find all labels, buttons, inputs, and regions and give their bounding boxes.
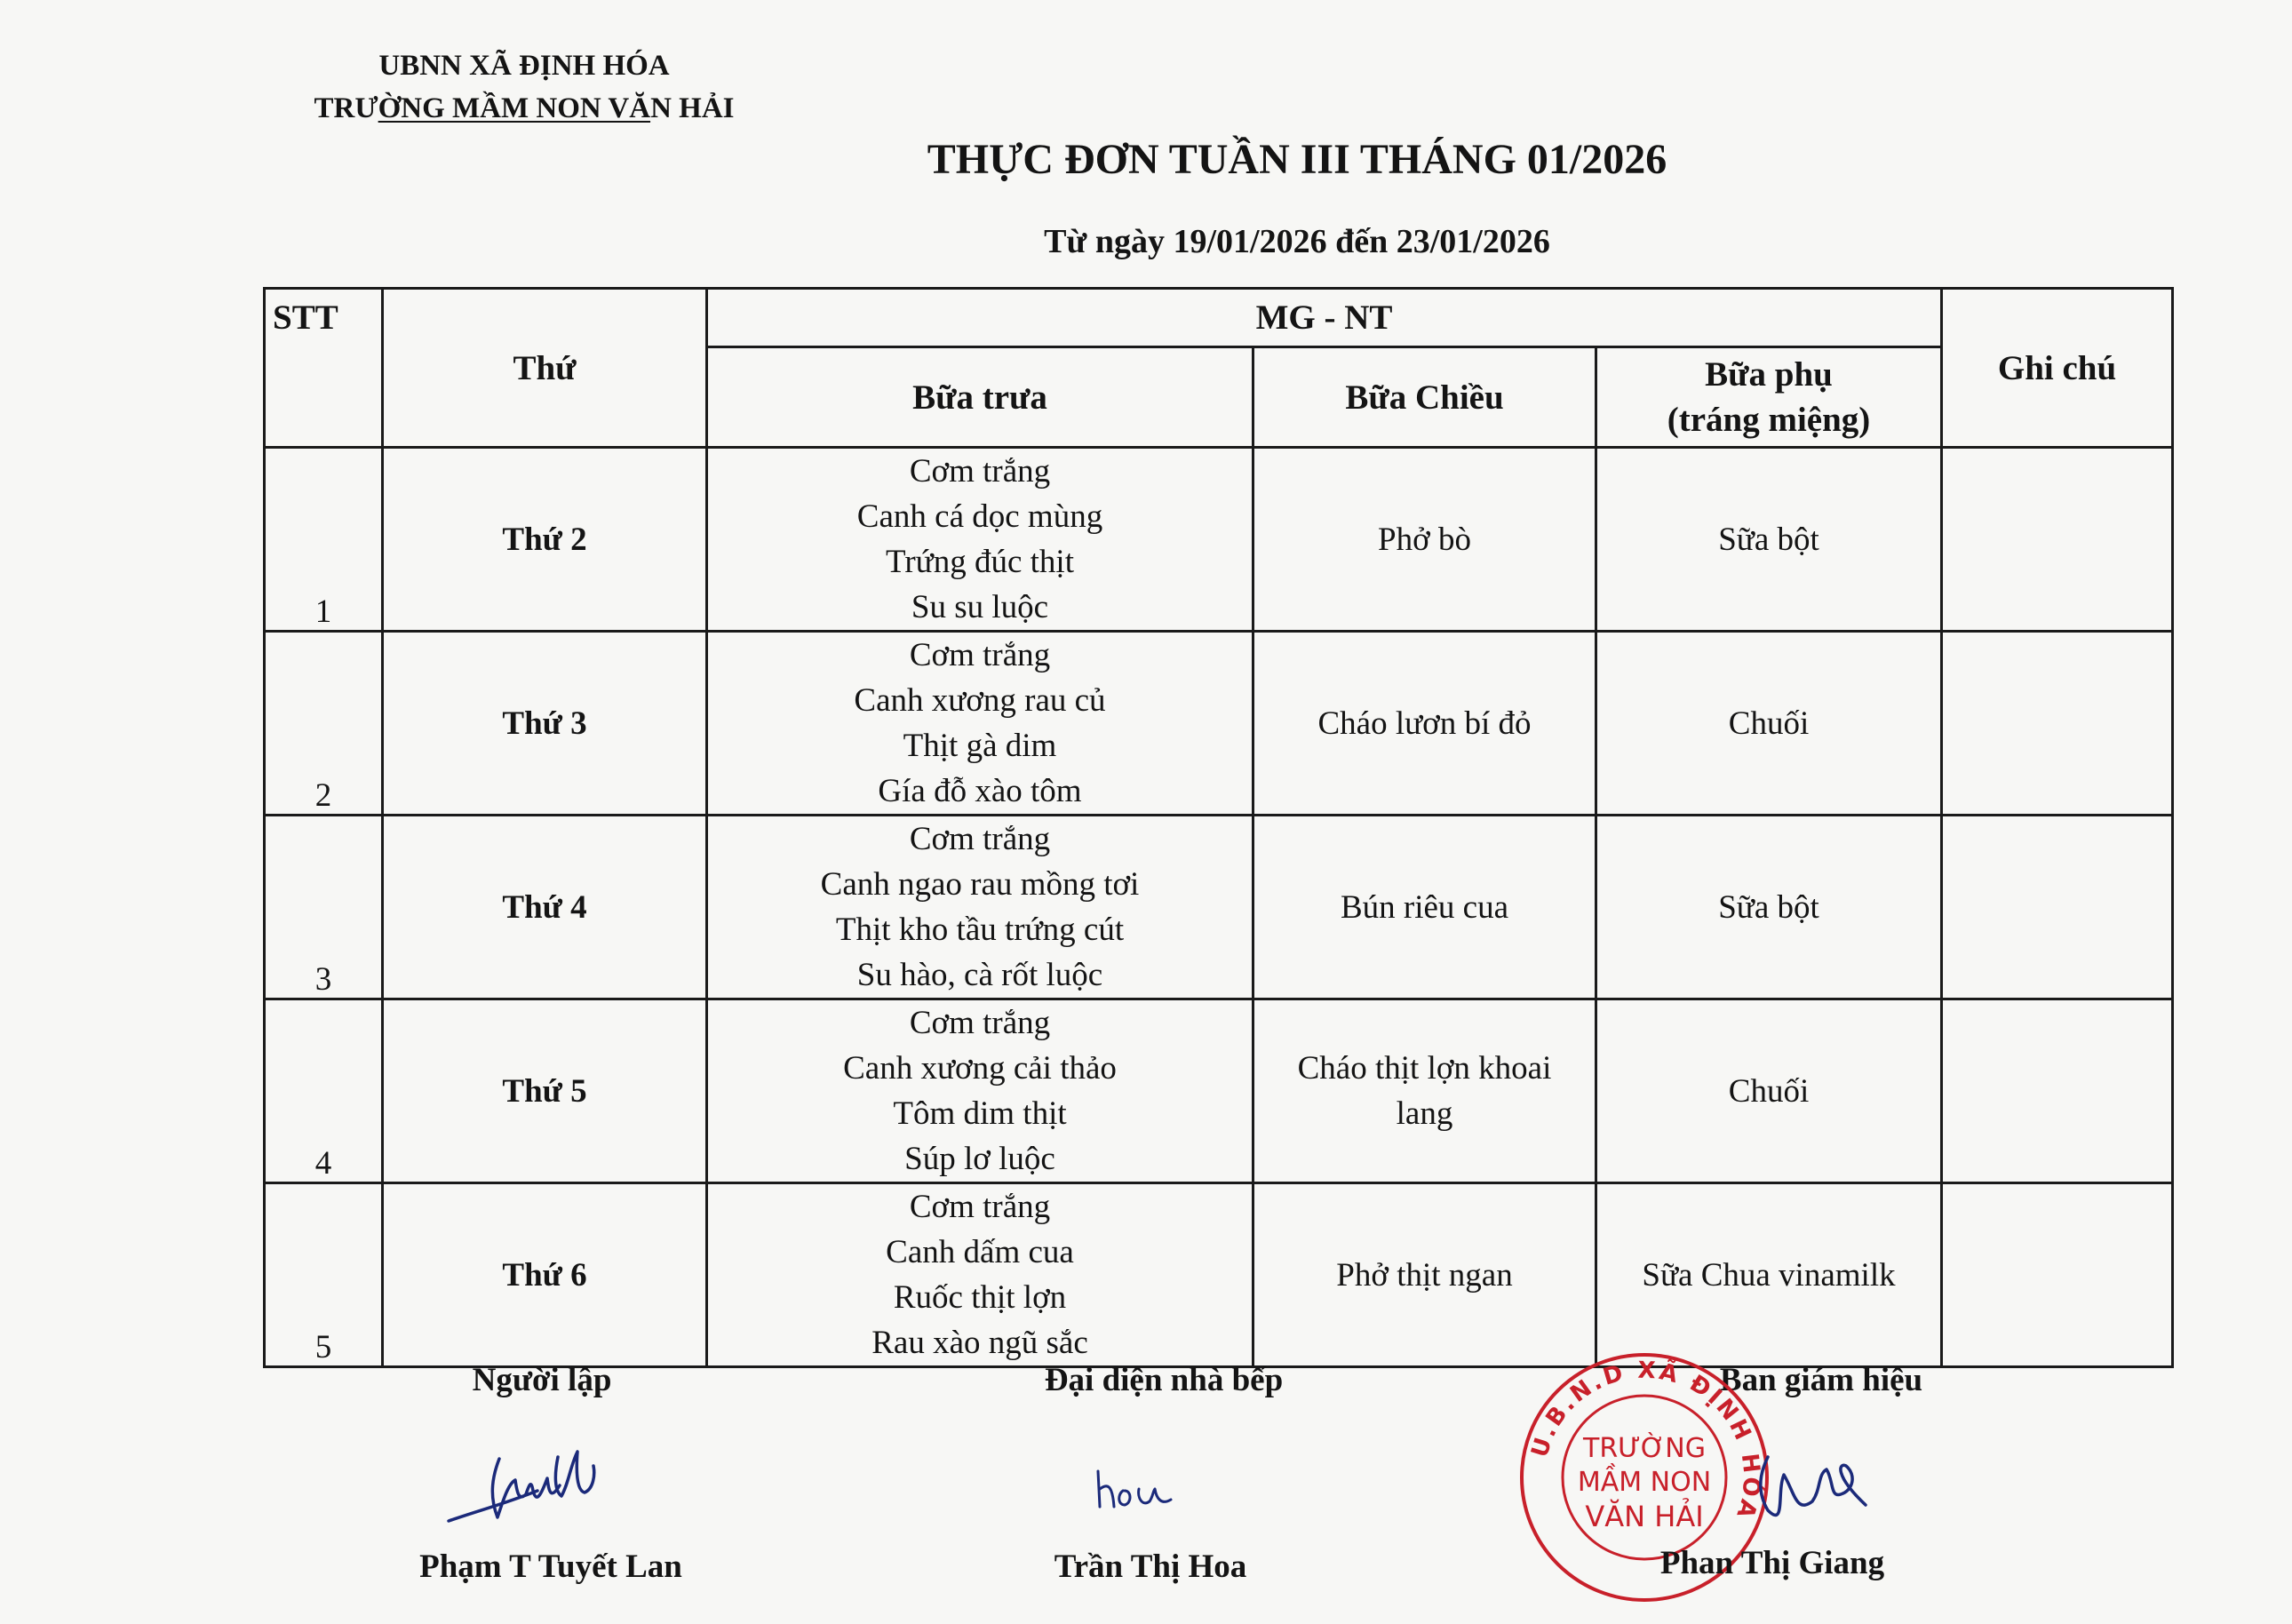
svg-text:U.B.N.D XÃ ĐỊNH HÓA: U.B.N.D XÃ ĐỊNH HÓA [1526,1357,1765,1524]
lunch-item: Cơm trắng [909,821,1051,857]
header-group: MG - NT [707,289,1942,347]
date-range: Từ ngày 19/01/2026 đến 23/01/2026 [1044,223,1550,260]
row-lunch [707,448,1253,632]
board-role: Ban giám hiệu [1719,1362,1923,1398]
preparer-signature [444,1439,622,1537]
kitchen-name: Trần Thị Hoa [1054,1548,1247,1585]
lunch-item: Cơm trắng [909,1005,1051,1041]
table-row [265,632,2173,816]
row-stt: 2 [265,632,383,816]
row-afternoon: Phở bò [1253,448,1596,632]
organization-header [258,44,791,130]
menu-table [263,287,2174,1368]
table-row [265,448,2173,632]
lunch-item: Thịt kho tầu trứng cút [835,912,1125,948]
row-note [1942,632,2173,816]
board-signature [1741,1439,1874,1537]
kitchen-role: Đại diện nhà bếp [1044,1362,1284,1398]
lunch-item: Gía đỗ xào tôm [878,773,1082,809]
header-note: Ghi chú [1942,289,2173,448]
row-note [1942,448,2173,632]
header-day: Thứ [383,289,707,448]
lunch-item: Tôm dim thịt [893,1095,1067,1132]
svg-text:VĂN HẢI: VĂN HẢI [1585,1500,1704,1533]
lunch-item: Cơm trắng [909,1189,1051,1225]
row-note [1942,999,2173,1183]
org-line-2: TRƯỜNG MẦM NON VĂN HẢI [314,92,735,124]
lunch-item: Canh xương cải thảo [843,1050,1117,1087]
lunch-item: Canh ngao rau mồng tơi [820,866,1140,903]
row-lunch [707,632,1253,816]
row-snack: Chuối [1596,999,1942,1183]
lunch-item: Cơm trắng [909,637,1051,673]
row-afternoon: Phở thịt ngan [1253,1183,1596,1367]
header-lunch: Bữa trưa [707,347,1253,448]
lunch-item: Su hào, cà rốt luộc [856,957,1103,993]
row-stt: 5 [265,1183,383,1367]
lunch-item: Canh dấm cua [886,1234,1074,1270]
lunch-item: Súp lơ luộc [904,1141,1055,1177]
header-snack: Bữa phụ (tráng miệng) [1596,347,1942,448]
svg-text:MẦM NON: MẦM NON [1577,1467,1712,1498]
lunch-item: Ruốc thịt lợn [893,1279,1067,1316]
row-afternoon: Cháo thịt lợn khoai lang [1253,999,1596,1183]
table-header-row [265,289,2173,347]
page-title: THỰC ĐƠN TUẦN III THÁNG 01/2026 [927,136,1667,183]
row-snack: Chuối [1596,632,1942,816]
row-lunch [707,1183,1253,1367]
board-name: Phan Thị Giang [1659,1545,1885,1581]
header-afternoon: Bữa Chiều [1253,347,1596,448]
row-day: Thứ 2 [383,448,707,632]
lunch-item: Canh cá dọc mùng [856,498,1103,535]
svg-text:TRƯỜNG: TRƯỜNG [1583,1433,1706,1464]
lunch-item: Rau xào ngũ sắc [871,1325,1088,1361]
row-afternoon: Bún riêu cua [1253,816,1596,999]
row-snack: Sữa Chua vinamilk [1596,1183,1942,1367]
row-snack: Sữa bột [1596,448,1942,632]
row-stt: 3 [265,816,383,999]
row-day: Thứ 3 [383,632,707,816]
row-day: Thứ 4 [383,816,707,999]
lunch-item: Trứng đúc thịt [886,544,1074,580]
table-row [265,1183,2173,1367]
row-lunch [707,816,1253,999]
preparer-name: Phạm T Tuyết Lan [419,1548,682,1585]
lunch-item: Canh xương rau củ [854,682,1106,719]
header-stt: STT [265,289,383,448]
table-row [265,816,2173,999]
table-row [265,999,2173,1183]
row-day: Thứ 6 [383,1183,707,1367]
row-stt: 1 [265,448,383,632]
lunch-item: Su su luộc [911,589,1049,625]
row-note [1942,816,2173,999]
row-afternoon: Cháo lươn bí đỏ [1253,632,1596,816]
lunch-item: Cơm trắng [909,453,1051,490]
preparer-role: Người lập [472,1362,612,1398]
row-note [1942,1183,2173,1367]
org-line-1: UBNN XÃ ĐỊNH HÓA [378,50,670,82]
lunch-item: Thịt gà dim [903,728,1057,764]
row-day: Thứ 5 [383,999,707,1183]
kitchen-signature [1091,1464,1198,1517]
row-snack: Sữa bột [1596,816,1942,999]
row-lunch [707,999,1253,1183]
row-stt: 4 [265,999,383,1183]
